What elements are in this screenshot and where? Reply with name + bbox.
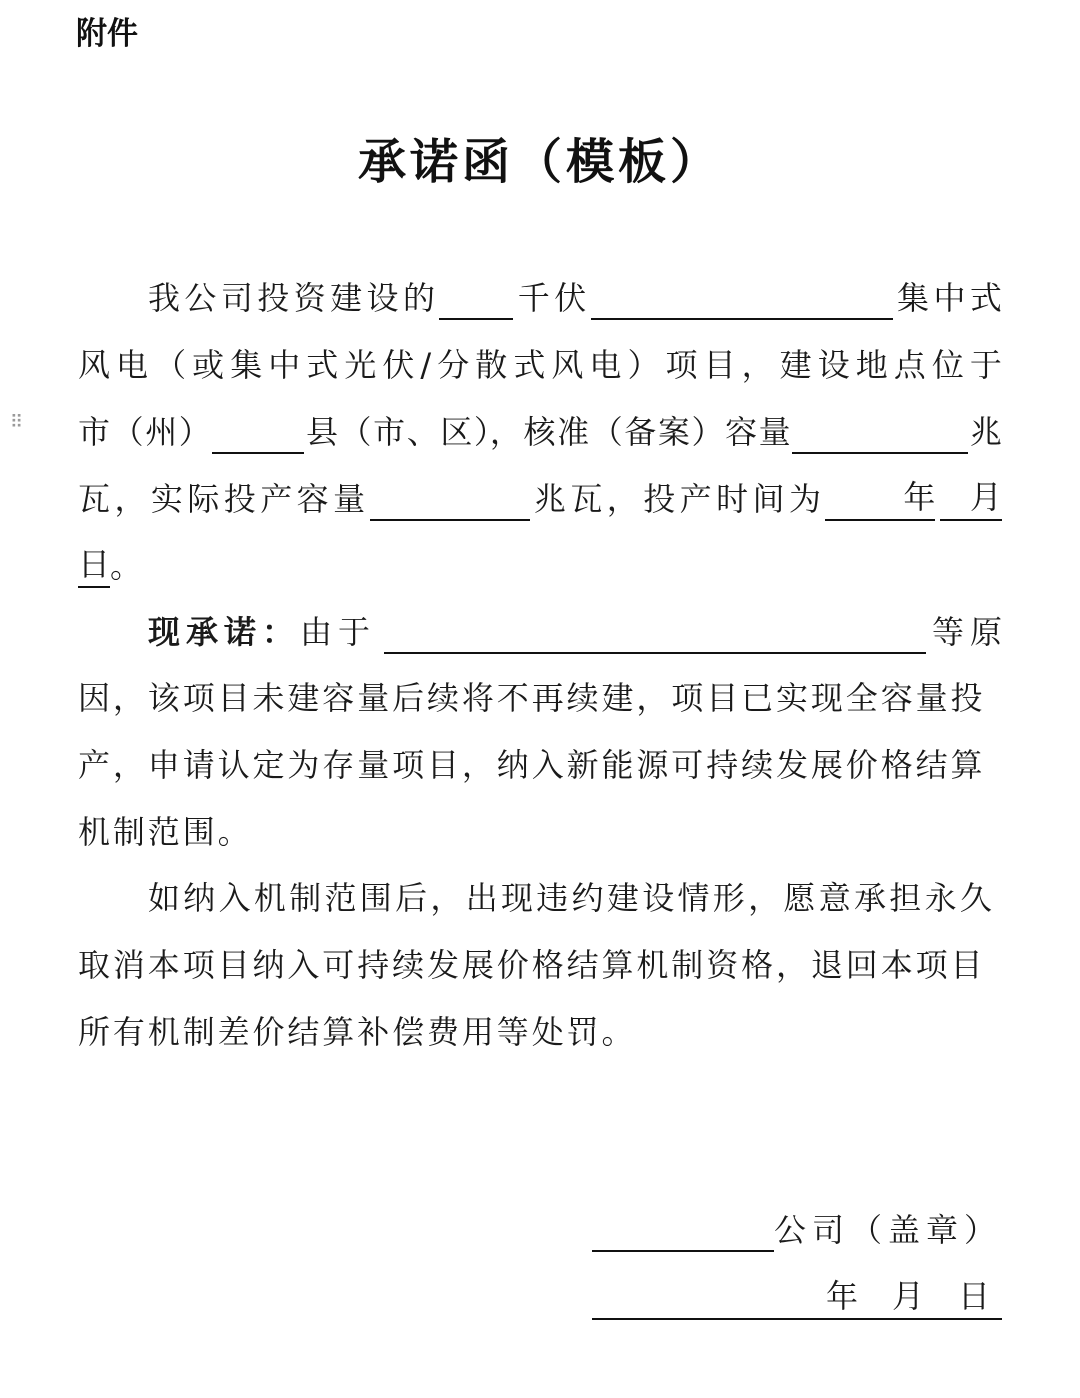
paragraph3-line1: 如纳入机制范围后，出现违约建设情形，愿意承担永久: [148, 879, 996, 917]
date-day: 日: [958, 1277, 991, 1315]
production-month-field[interactable]: 月: [940, 475, 1002, 521]
paragraph1-line2: 风 电 （ 或 集 中 式 光 伏 / 分 散 式 风 电 ） 项 目 ， 建 设 地 点 位 于: [78, 346, 1002, 384]
paragraph3-line2: 取消本项目纳入可持续发展价格结算机制资格，退回本项目: [78, 946, 986, 984]
county-blank[interactable]: [212, 416, 304, 454]
approved-capacity-blank[interactable]: [792, 416, 968, 454]
paragraph3-line3: 所有机制差价结算补偿费用等处罚。: [78, 1013, 637, 1051]
paragraph1-line1: 我 公 司 投 资 建 设 的 千 伏 集 中 式: [78, 276, 1002, 320]
drag-handle-icon[interactable]: ⠿: [10, 412, 22, 433]
paragraph2-line2: 因，该项目未建容量后续将不再续建，项目已实现全容量投: [78, 679, 986, 717]
reason-blank[interactable]: [384, 616, 926, 654]
production-day-field[interactable]: 日: [78, 542, 110, 588]
commit-label: 现承诺：: [148, 613, 301, 651]
paragraph1-line5: 日 。: [78, 544, 1002, 588]
project-name-blank[interactable]: [591, 282, 893, 320]
paragraph2-line4: 机制范围。: [78, 813, 253, 851]
company-seal-label: 公司（盖章）: [773, 1211, 1002, 1249]
actual-capacity-blank[interactable]: [370, 483, 530, 521]
paragraph2-line3: 产，申请认定为存量项目，纳入新能源可持续发展价格结算: [78, 746, 986, 784]
page-title: 承诺函（模板）: [357, 134, 722, 190]
attachment-label: 附件: [76, 16, 138, 52]
signature-date-line[interactable]: [592, 1272, 1002, 1320]
paragraph1-line4: 瓦 ， 实 际 投 产 容 量 兆 瓦 ， 投 产 时 间 为 年 月: [78, 477, 1002, 521]
paragraph1-line3: 市 （ 州 ） 县 （ 市 、 区 ）， 核 准 （ 备 案 ） 容 量 兆: [78, 410, 1002, 454]
date-year: 年: [826, 1277, 859, 1315]
paragraph2-line1: 现承诺： 由于 等 原: [78, 610, 1002, 654]
company-name-blank[interactable]: [592, 1214, 774, 1252]
date-month: 月: [892, 1277, 925, 1315]
production-year-field[interactable]: 年: [825, 475, 935, 521]
kilovolt-blank[interactable]: [439, 282, 513, 320]
company-seal-line: [592, 1206, 1002, 1252]
